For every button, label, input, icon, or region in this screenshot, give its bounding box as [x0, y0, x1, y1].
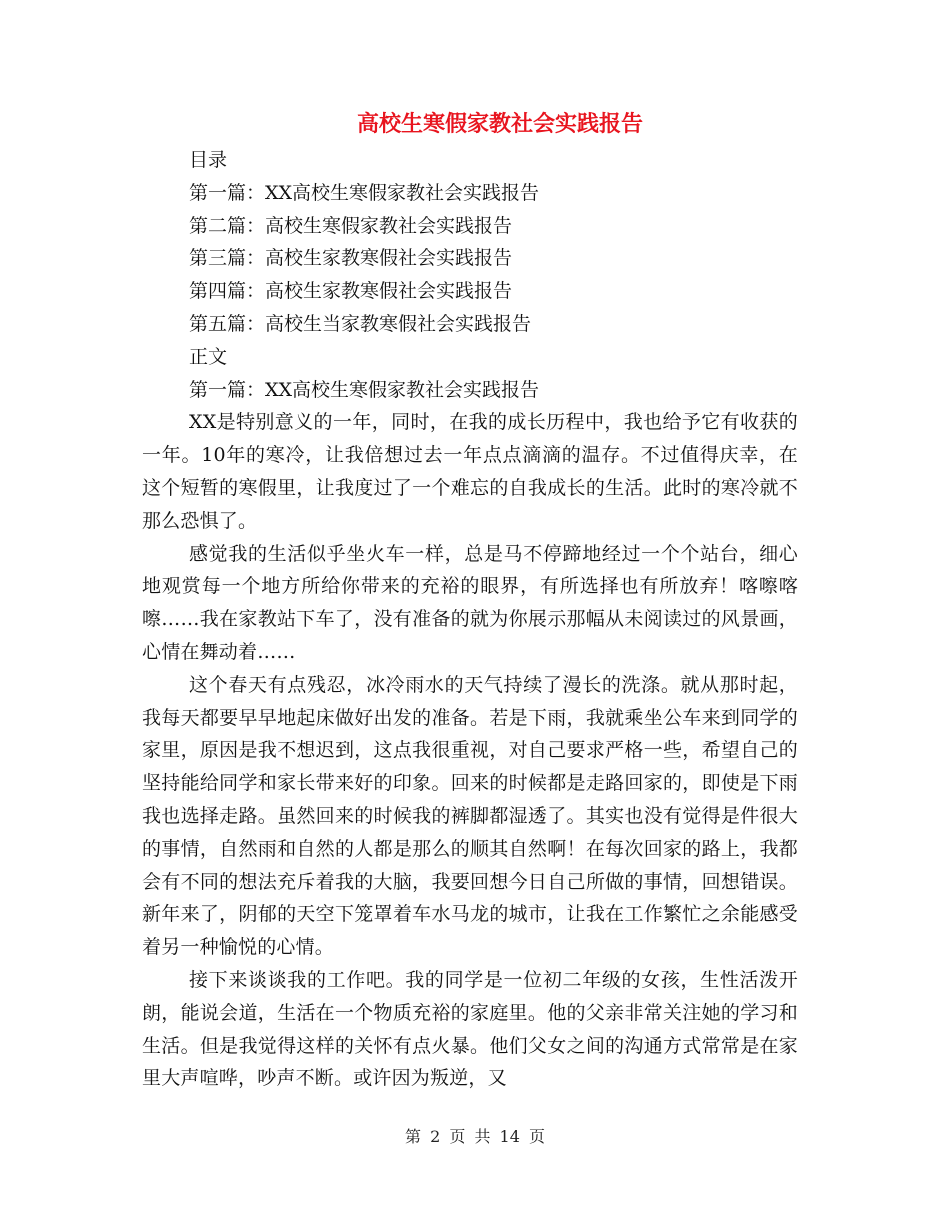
- body-paragraph: 这个春天有点残忍，冰冷雨水的天气持续了漫长的洗涤。就从那时起，我每天都要早早地起床做好出发的准备。若是下雨，我就乘坐公车来到同学的家里，原因是我不想迟到，这点我很重视，对自己要求严格一些，希望自己的坚持能给同学和家长带来好的印象。回来的时候都是走路回家的，即使是下雨我也选择走路。虽然回来的时候我的裤脚都湿透了。其实也没有觉得是件很大的事情，自然雨和自然的人都是那么的顺其自然啊！在每次回家的路上，我都会有不同的想法充斥着我的大脑，我要回想今日自己所做的事情，回想错误。新年来了，阴郁的天空下笼罩着车水马龙的城市，让我在工作繁忙之余能感受着另一种愉悦的心情。: [142, 673, 798, 959]
- toc-item: 第五篇：高校生当家教寒假社会实践报告: [189, 312, 532, 335]
- toc-item: 第一篇：XX高校生寒假家教社会实践报告: [189, 181, 540, 204]
- body-paragraph: 接下来谈谈我的工作吧。我的同学是一位初二年级的女孩，生性活泼开朗，能说会道，生活在一个物质充裕的家庭里。他的父亲非常关注她的学习和生活。但是我觉得这样的关怀有点火暴。他们父女之间的沟通方式常常是在家里大声喧哗，吵声不断。或许因为叛逆，又: [142, 968, 798, 1090]
- toc-item: 第三篇：高校生家教寒假社会实践报告: [189, 247, 513, 270]
- body-paragraph: XX是特别意义的一年，同时，在我的成长历程中，我也给予它有收获的一年。10年的寒冷，让我倍想过去一年点点滴滴的温存。不过值得庆幸，在这个短暂的寒假里，让我度过了一个难忘的自我成长的生活。此时的寒冷就不那么恐惧了。: [142, 411, 798, 532]
- toc-item: 第四篇：高校生家教寒假社会实践报告: [189, 280, 513, 303]
- body-heading: 正文: [189, 345, 228, 368]
- toc-item: 第二篇：高校生寒假家教社会实践报告: [189, 214, 513, 237]
- toc-heading: 目录: [189, 149, 228, 171]
- document-body: [142, 144, 798, 1095]
- body-paragraph: 感觉我的生活似乎坐火车一样，总是马不停蹄地经过一个个站台，细心地观赏每一个地方所给你带来的充裕的眼界，有所选择也有所放弃！喀嚓喀嚓……我在家教站下车了，没有准备的就为你展示那幅从未阅读过的风景画，心情在舞动着……: [142, 542, 798, 663]
- page-number: 第 2 页 共 14 页: [405, 1127, 545, 1146]
- section-title: 第一篇：XX高校生寒假家教社会实践报告: [189, 378, 540, 401]
- document-title: 高校生寒假家教社会实践报告: [356, 111, 643, 137]
